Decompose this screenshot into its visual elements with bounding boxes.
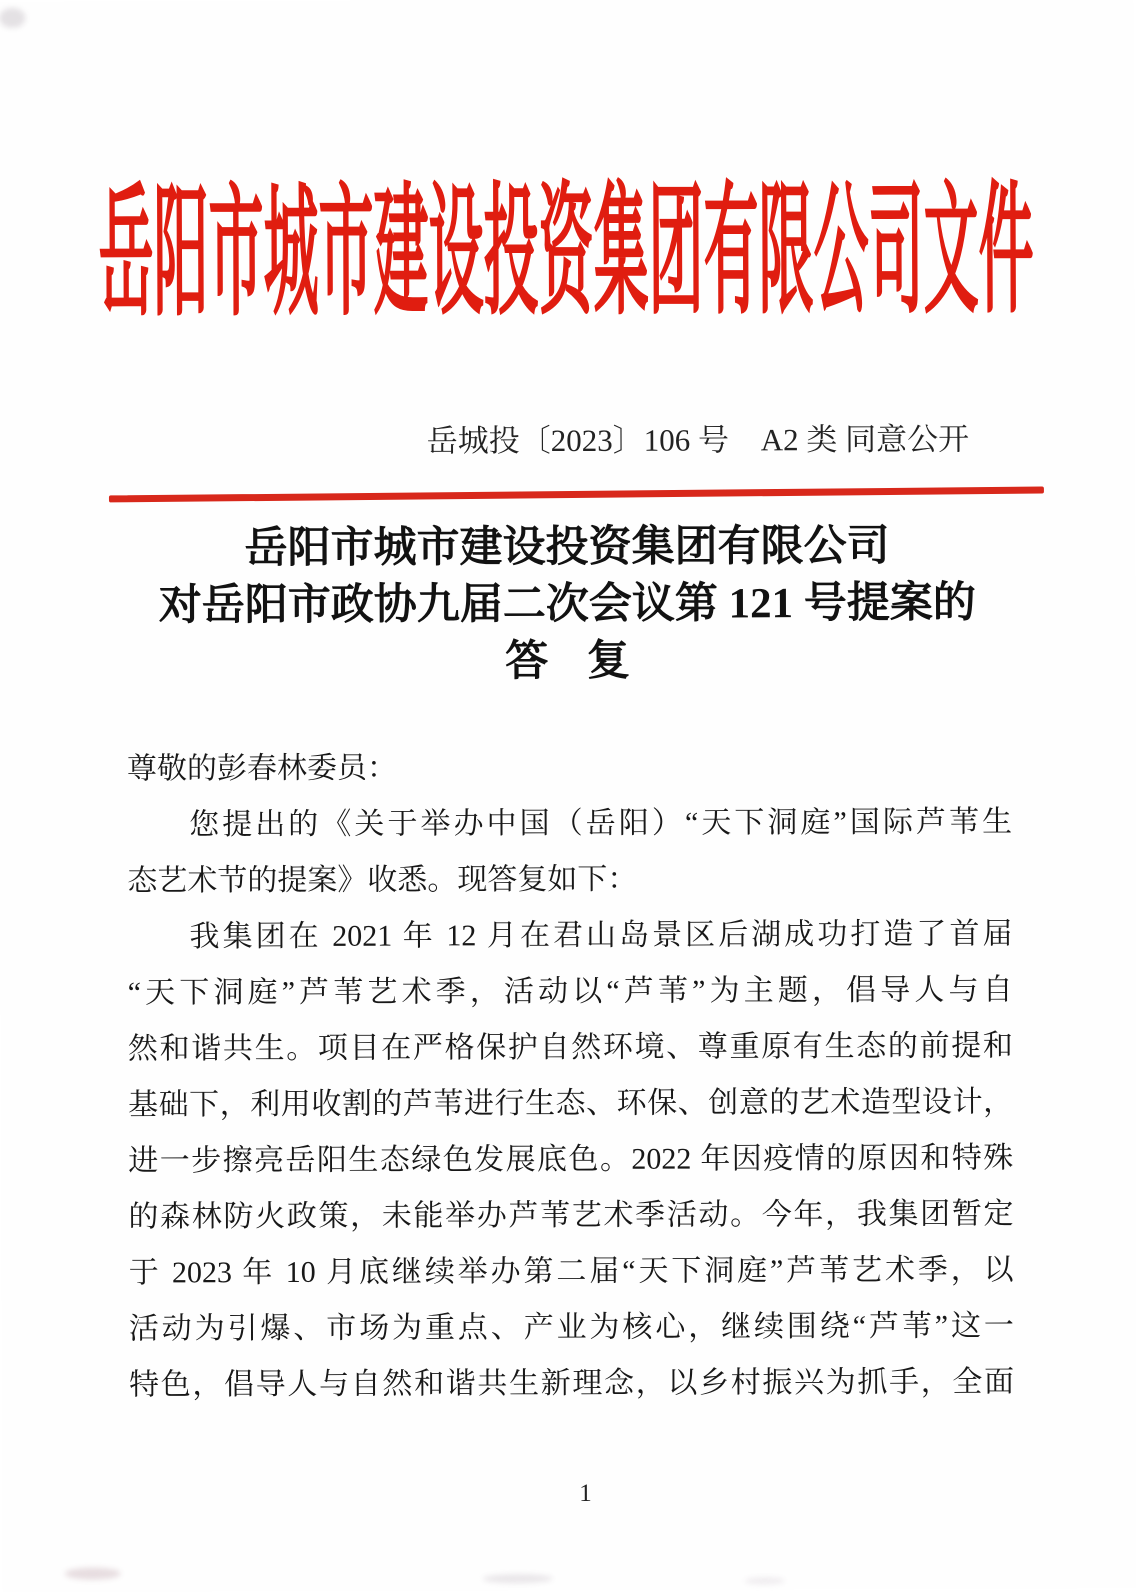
scan-noise — [65, 1568, 121, 1580]
body-text — [127, 738, 1014, 1413]
body-line: 特色，倡导人与自然和谐共生新理念，以乡村振兴为抓手，全面 — [128, 1365, 1015, 1402]
page-number: 1 — [579, 1479, 592, 1507]
scan-noise — [483, 1574, 553, 1583]
body-line: 您提出的《关于举办中国（岳阳）“天下洞庭”国际芦苇生 — [189, 805, 1013, 842]
red-masthead — [0, 171, 1134, 334]
body-line: 然和谐共生。项目在严格保护自然环境、尊重原有生态的前提和 — [127, 1029, 1013, 1066]
body-line: “天下洞庭”芦苇艺术季，活动以“芦苇”为主题，倡导人与自 — [127, 973, 1013, 1010]
security-classification: A2 类 同意公开 — [760, 421, 970, 458]
body-line: 进一步擦亮岳阳生态绿色发展底色。2022 年因疫情的原因和特殊 — [128, 1141, 1014, 1178]
body-line: 基础下，利用收割的芦苇进行生态、环保、创意的艺术造型设计， — [128, 1085, 1014, 1122]
document-title-line-1: 岳阳市城市建设投资集团有限公司 — [244, 522, 890, 573]
document-meta-row — [0, 418, 1135, 464]
document-title-line-3: 答 复 — [505, 637, 630, 686]
scan-noise — [745, 1577, 785, 1584]
red-separator-line — [109, 486, 1044, 502]
body-line: 于 2023 年 10 月底继续举办第二届“天下洞庭”芦苇艺术季，以 — [128, 1253, 1014, 1290]
body-line: 我集团在 2021 年 12 月在君山岛景区后湖成功打造了首届 — [189, 917, 1013, 954]
salutation-line: 尊敬的彭春林委员： — [126, 751, 397, 786]
body-line: 态艺术节的提案》收悉。现答复如下： — [127, 862, 638, 898]
scan-noise — [0, 8, 25, 28]
masthead-title: 岳阳市城市建设投资集团有限公司文件 — [98, 171, 1034, 334]
body-line: 的森林防火政策，未能举办芦苇艺术季活动。今年，我集团暂定 — [128, 1197, 1014, 1234]
body-line: 活动为引爆、市场为重点、产业为核心，继续围绕“芦苇”这一 — [128, 1309, 1014, 1346]
document-number: 岳城投〔2023〕106 号 — [426, 422, 730, 459]
document-title — [0, 517, 1136, 692]
document-title-line-2: 对岳阳市政协九届二次会议第 121 号提案的 — [158, 579, 976, 630]
